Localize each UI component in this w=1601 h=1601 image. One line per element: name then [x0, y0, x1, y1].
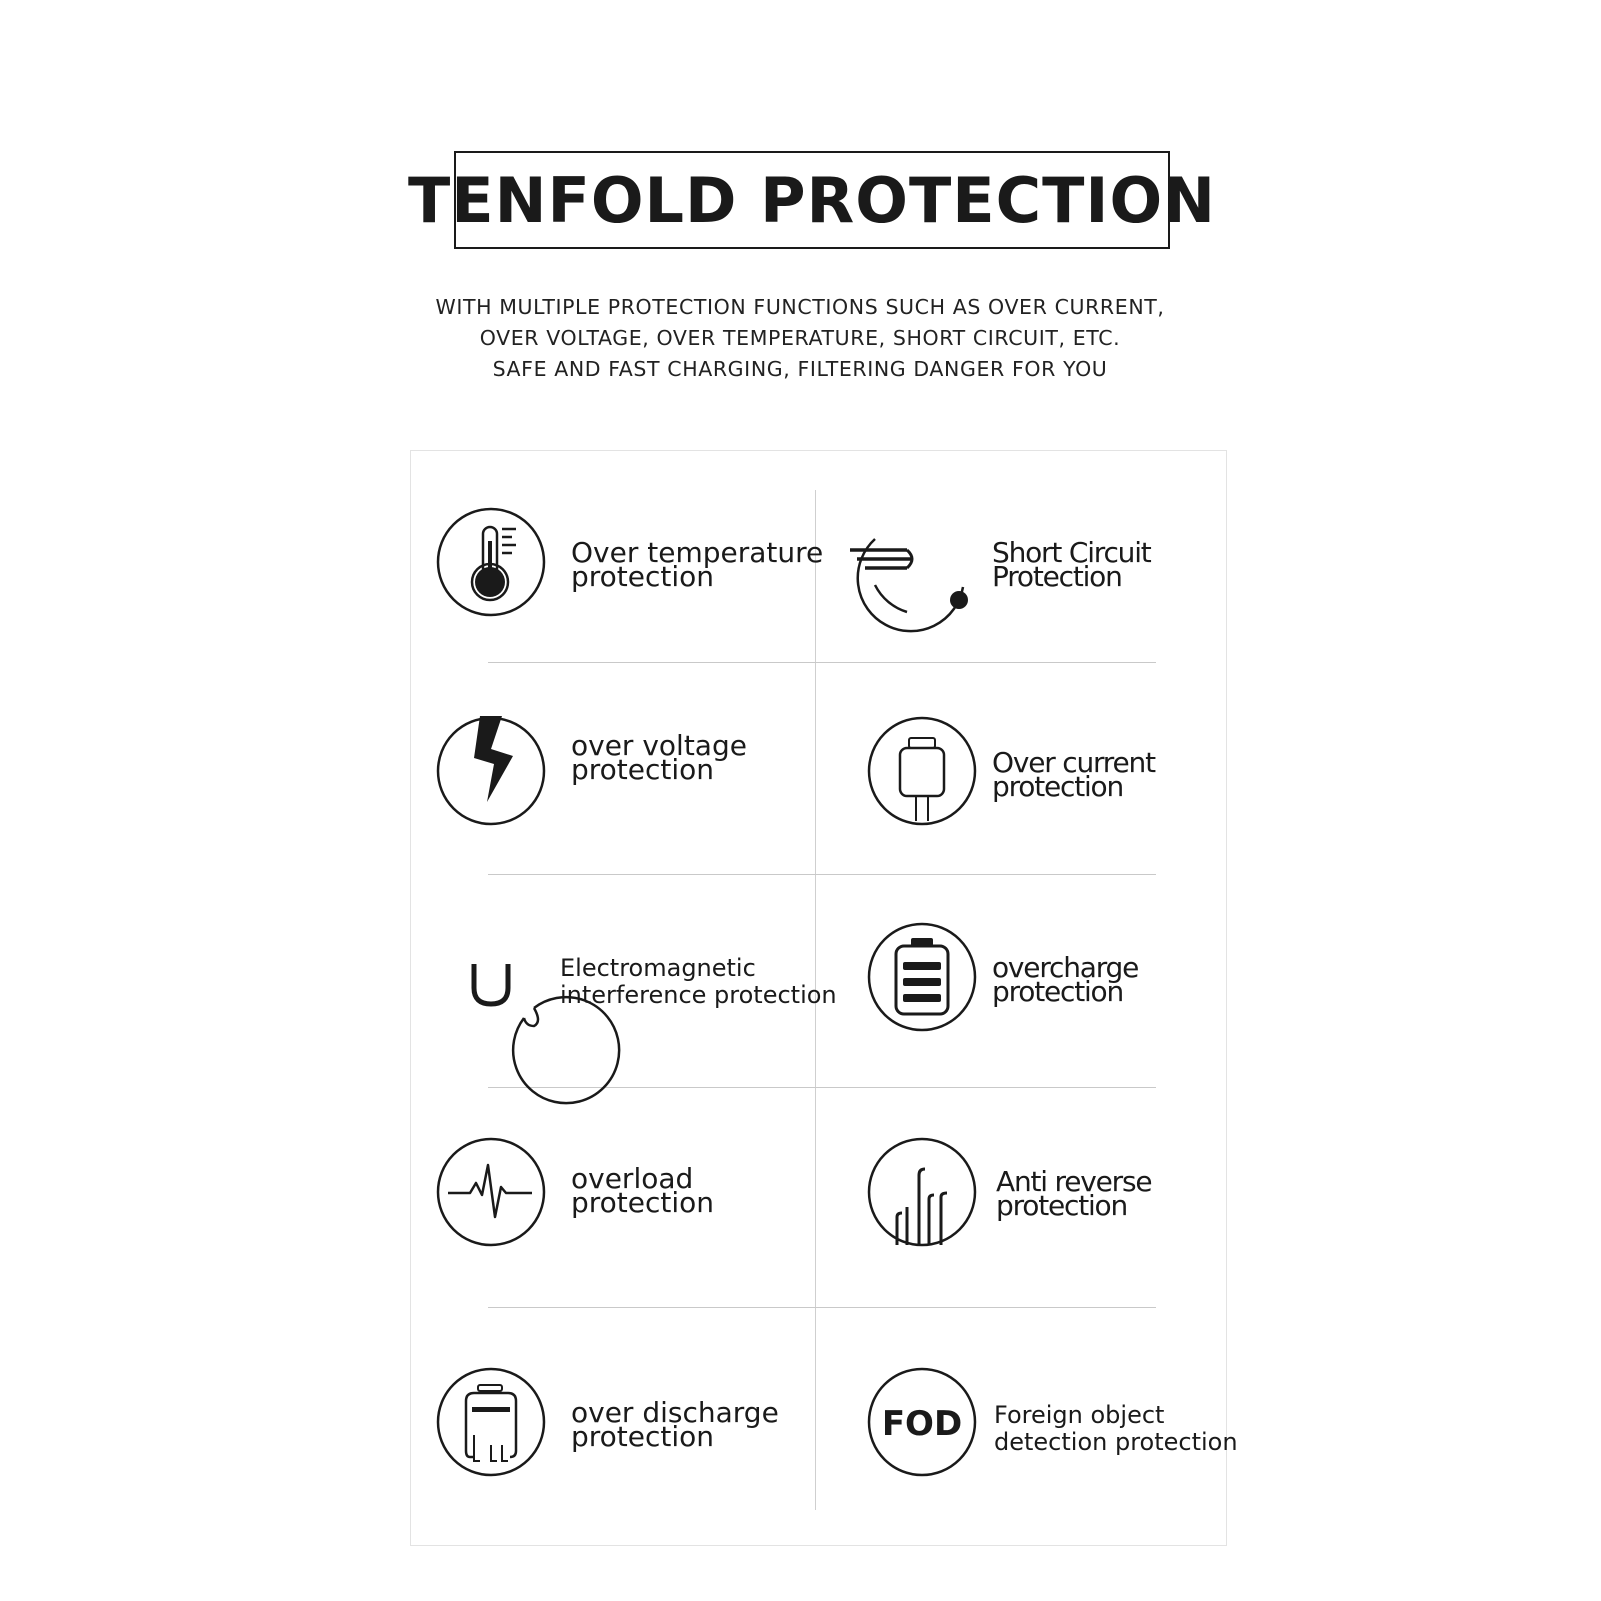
feature-label: Over current protection: [992, 746, 1155, 803]
thermometer-icon: [436, 507, 546, 617]
magnet-icon: [436, 922, 546, 1032]
row-divider: [488, 1307, 1156, 1308]
feature-label: overload protection: [571, 1162, 715, 1219]
battery-empty-icon: [436, 1367, 546, 1477]
feature-label: over voltage protection: [571, 729, 747, 786]
subtitle-line: OVER VOLTAGE, OVER TEMPERATURE, SHORT CIRCUIT, ETC.: [479, 326, 1121, 350]
feature-label: Short Circuit Protection: [992, 536, 1151, 593]
page-title: TENFOLD PROTECTION: [407, 163, 1217, 237]
short-circuit-icon: [867, 507, 977, 617]
fod-icon: [867, 1367, 977, 1477]
lightning-bolt-icon: [436, 716, 546, 826]
feature-label: Over temperature protection: [571, 536, 824, 593]
usb-plug-icon: [867, 716, 977, 826]
feature-label: over discharge protection: [571, 1396, 779, 1453]
fod-icon-text: FOD: [881, 1404, 963, 1444]
title-box: [407, 151, 1217, 249]
signal-bars-icon: [867, 1137, 977, 1247]
feature-label: overcharge protection: [992, 951, 1139, 1008]
battery-full-icon: [867, 922, 977, 1032]
feature-label: Anti reverse protection: [996, 1165, 1152, 1222]
row-divider: [488, 662, 1156, 663]
subtitle-line: SAFE AND FAST CHARGING, FILTERING DANGER FOR YOU: [492, 357, 1108, 381]
subtitle: [300, 292, 1300, 385]
feature-label: Foreign object detection protection: [994, 1401, 1238, 1456]
row-divider: [488, 874, 1156, 875]
subtitle-line: WITH MULTIPLE PROTECTION FUNCTIONS SUCH AS OVER CURRENT,: [435, 295, 1165, 319]
feature-label: Electromagnetic interference protection: [560, 954, 837, 1009]
row-divider: [488, 1087, 1156, 1088]
pulse-wave-icon: [436, 1137, 546, 1247]
